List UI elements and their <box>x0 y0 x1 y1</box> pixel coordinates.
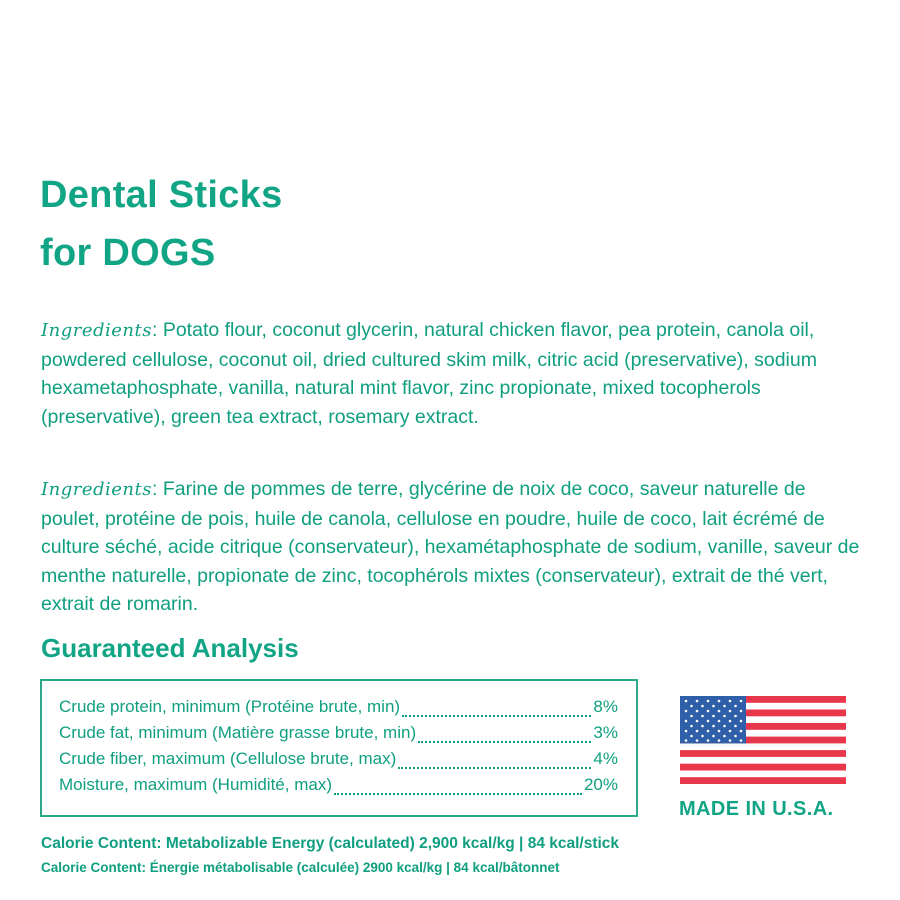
ingredients-label-en: Ingredients <box>41 320 152 341</box>
analysis-row-fat <box>59 723 618 749</box>
product-title-line-2: for DOGS <box>40 232 216 274</box>
analysis-label: Crude fat, minimum (Matière grasse brute, min) <box>59 723 417 742</box>
analysis-value: 4% <box>593 749 618 768</box>
analysis-label: Crude fiber, maximum (Cellulose brute, max) <box>59 749 397 768</box>
ingredients-french <box>41 475 861 619</box>
us-flag-icon <box>680 696 846 784</box>
ingredients-separator-en: : <box>151 319 158 341</box>
dot-leader <box>418 741 591 743</box>
made-in-usa-label: MADE IN U.S.A. <box>679 798 834 820</box>
calorie-content-en: Calorie Content: Metabolizable Energy (calculated) 2,900 kcal/kg | 84 kcal/stick <box>41 835 620 852</box>
analysis-row-fiber <box>59 749 618 775</box>
analysis-list <box>59 697 618 801</box>
ingredients-english <box>41 316 861 431</box>
guaranteed-analysis-heading: Guaranteed Analysis <box>41 633 299 663</box>
ingredients-text-en: Potato flour, coconut glycerin, natural chicken flavor, pea protein, canola oil, powdered cellulose, coconut oil, dried cultured skim milk, citric acid (preservative), sodium hexametaphosphate, vanilla, natural mint flavor, zinc propionate, mixed tocopherols (preservative), green tea extract, rosemary extract. <box>41 319 817 428</box>
ingredients-separator-fr: : <box>151 478 158 500</box>
ingredients-text-fr: Farine de pommes de terre, glycérine de noix de coco, saveur naturelle de poulet, protéine de pois, huile de canola, cellulose en poudre, huile de coco, lait écrémé de culture séché, acide citrique (conservateur), hexamétaphosphate de sodium, vanille, saveur de menthe naturelle, propionate de zinc, tocophérols mixtes (conservateur), extrait de thé vert, extrait de romarin. <box>41 478 860 616</box>
analysis-value: 20% <box>583 775 618 794</box>
analysis-value: 8% <box>593 697 618 716</box>
dot-leader <box>402 715 591 717</box>
dot-leader <box>334 793 582 795</box>
calorie-content-fr: Calorie Content: Énergie métabolisable (calculée) 2900 kcal/kg | 84 kcal/bâtonnet <box>41 860 560 875</box>
product-title <box>40 166 283 282</box>
dot-leader <box>398 767 591 769</box>
analysis-label: Crude protein, minimum (Protéine brute, min) <box>59 697 401 716</box>
ingredients-label-fr: Ingredients <box>41 479 152 500</box>
guaranteed-analysis-table <box>40 679 638 817</box>
analysis-row-protein <box>59 697 618 723</box>
product-title-line-1: Dental Sticks <box>40 174 283 216</box>
analysis-value: 3% <box>593 723 618 742</box>
analysis-row-moisture <box>59 775 618 801</box>
analysis-label: Moisture, maximum (Humidité, max) <box>59 775 332 794</box>
